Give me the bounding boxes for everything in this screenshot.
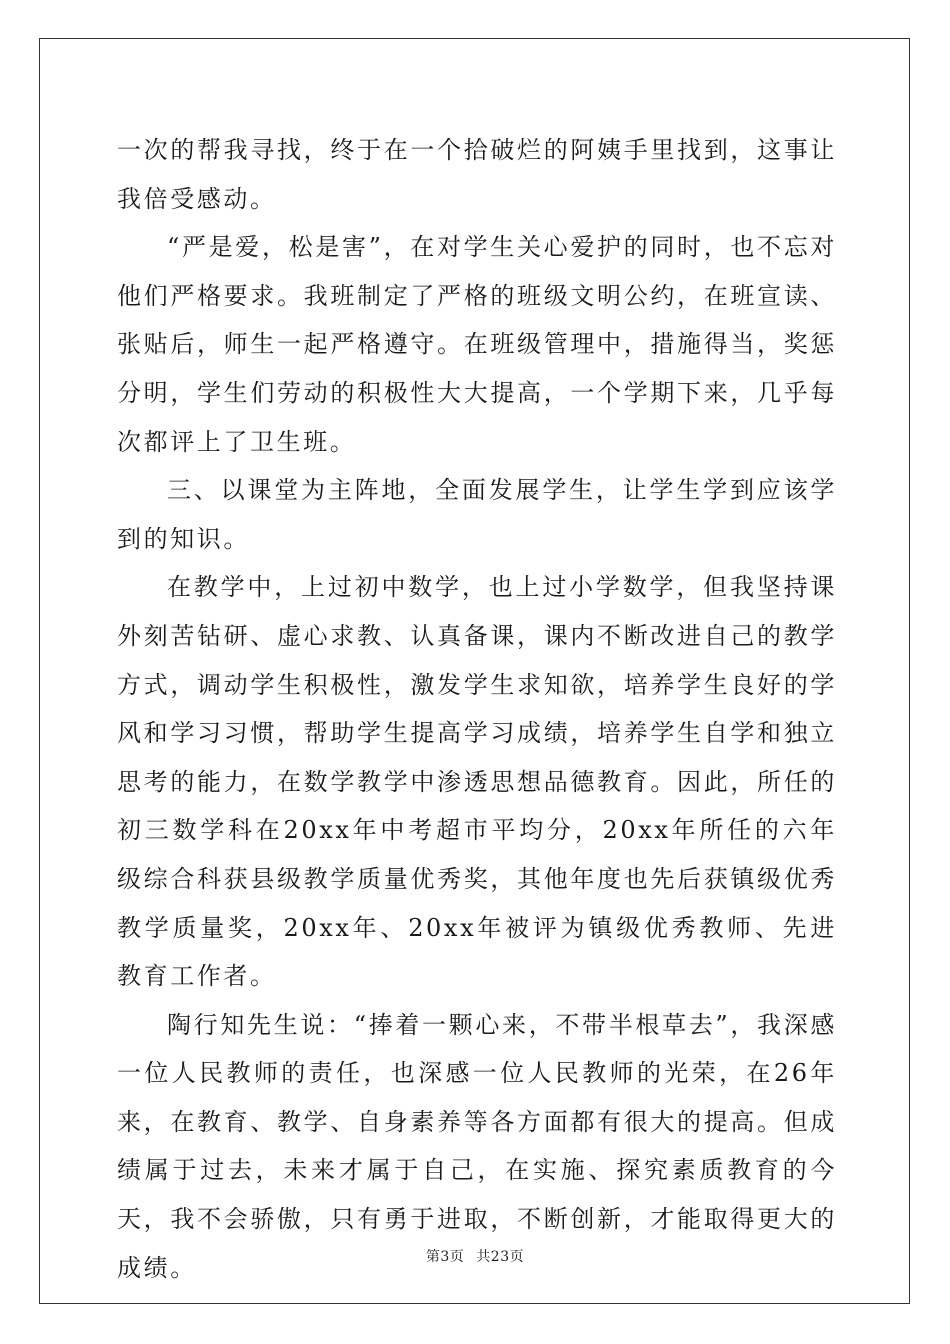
paragraph-5: 陶行知先生说：“捧着一颗心来，不带半根草去”，我深感一位人民教师的责任，也深感一位人民教师的光荣，在26年来，在教育、教学、自身素养等各方面都有很大的提高。但成绩属于过去，未来才属于自己，在实施、探究素质教育的今天，我不会骄傲，只有勇于进取，不断创新，才能取得更大的成绩。 xyxy=(117,1010,837,1282)
paragraph-4: 在教学中，上过初中数学，也上过小学数学，但我坚持课外刻苦钻研、虚心求教、认真备课，课内不断改进自己的教学方式，调动学生积极性，激发学生求知欲，培养学生良好的学风和学习习惯，帮助学生提高学习成绩，培养学生自学和独立思考的能力，在数学教学中渗透思想品德教育。因此，所任的初三数学科在20xx年中考超市平均分，20xx年所任的六年级综合科获县级教学质量优秀奖，其他年度也先后获镇级优秀教学质量奖，20xx年、20xx年被评为镇级优秀教师、先进教育工作者。 xyxy=(117,573,837,991)
page-number: 第3页 xyxy=(425,1249,465,1265)
page-footer xyxy=(0,1248,950,1266)
paragraph-3: 三、以课堂为主阵地，全面发展学生，让学生学到应该学到的知识。 xyxy=(117,476,837,553)
paragraph-1: 一次的帮我寻找，终于在一个拾破烂的阿姨手里找到，这事让我倍受感动。 xyxy=(117,136,837,213)
page-total: 共23页 xyxy=(476,1249,525,1265)
paragraph-2: “严是爱，松是害”，在对学生关心爱护的同时，也不忘对他们严格要求。我班制定了严格的班级文明公约，在班宣读、张贴后，师生一起严格遵守。在班级管理中，措施得当，奖惩分明，学生们劳动的积极性大大提高，一个学期下来，几乎每次都评上了卫生班。 xyxy=(117,233,837,456)
document-body xyxy=(117,126,837,1292)
